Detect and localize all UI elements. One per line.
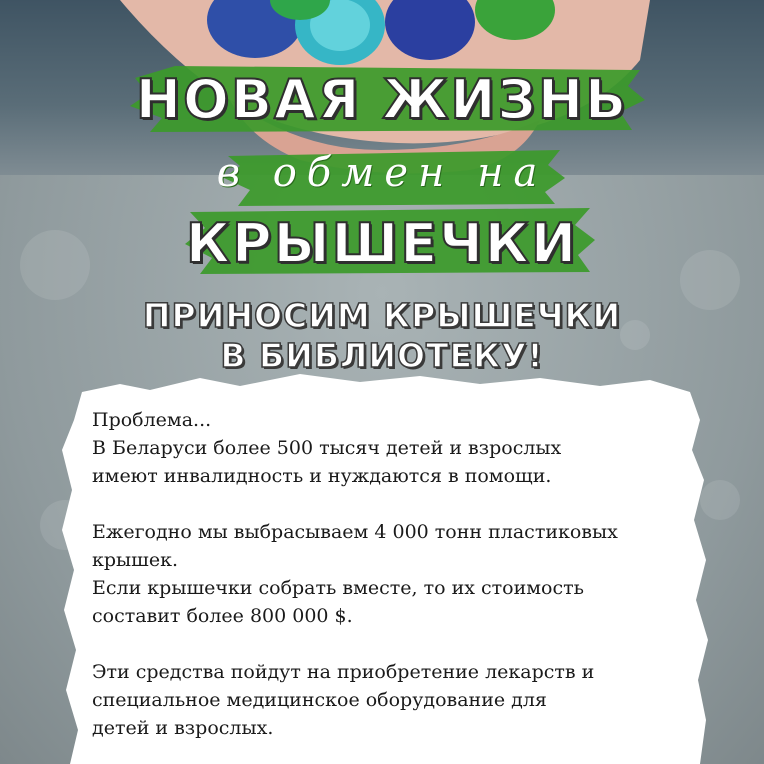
problem-heading: Проблема... xyxy=(92,409,212,431)
body-line: В Беларуси более 500 тысяч детей и взрослых xyxy=(92,437,562,459)
body-text xyxy=(92,406,722,742)
title-line-1: НОВАЯ ЖИЗНЬ xyxy=(135,68,629,131)
body-line: детей и взрослых. xyxy=(92,717,274,739)
body-line: составит более 800 000 $. xyxy=(92,605,353,627)
paragraph-gap xyxy=(92,490,722,518)
paragraph-gap xyxy=(92,630,722,658)
title-line-2: в обмен на xyxy=(216,150,548,196)
body-line: специальное медицинское оборудование для xyxy=(92,689,547,711)
subtitle-line-1: ПРИНОСИМ КРЫШЕЧКИ xyxy=(142,296,622,335)
body-line: Эти средства пойдут на приобретение лекарств и xyxy=(92,661,595,683)
subtitle-line-2: В БИБЛИОТЕКУ! xyxy=(220,336,544,375)
body-line: имеют инвалидность и нуждаются в помощи. xyxy=(92,465,552,487)
title-line-3: КРЫШЕЧКИ xyxy=(185,212,579,275)
body-line: Ежегодно мы выбрасываем 4 000 тонн пластиковых xyxy=(92,521,618,543)
body-line: Если крышечки собрать вместе, то их стоимость xyxy=(92,577,584,599)
body-line: крышек. xyxy=(92,549,178,571)
